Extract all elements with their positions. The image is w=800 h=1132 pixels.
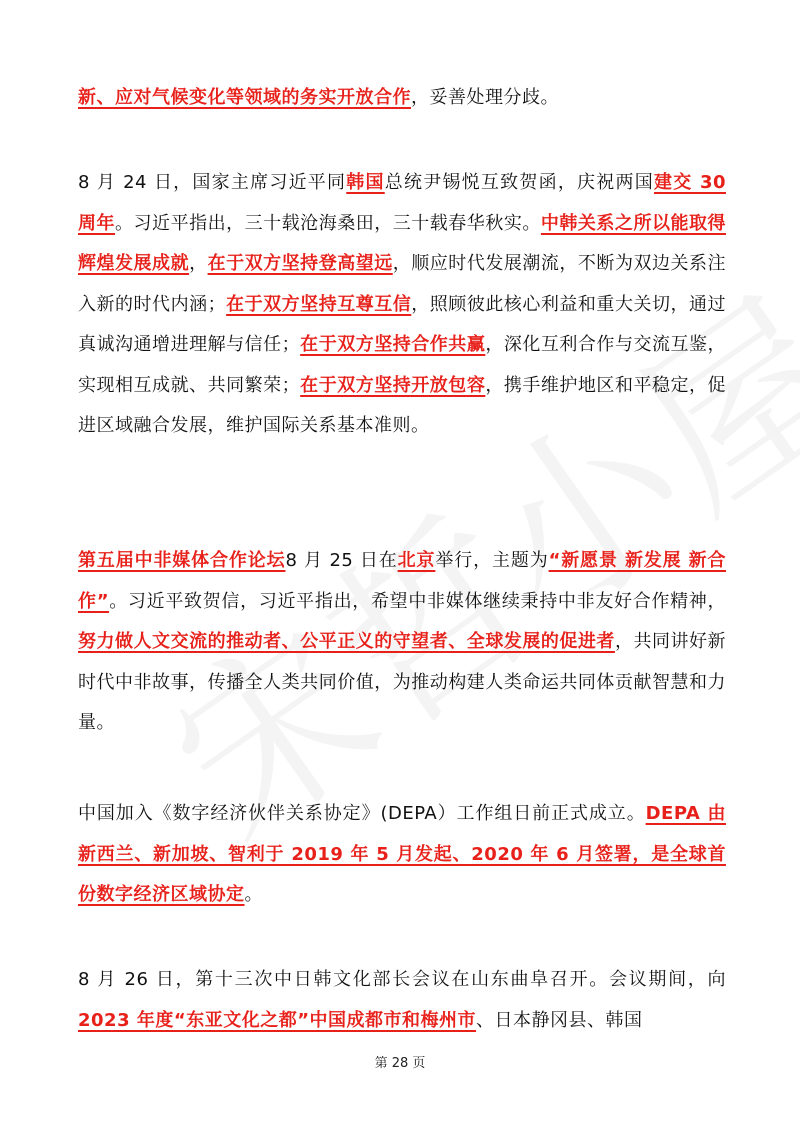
highlighted-text: 北京: [397, 550, 436, 571]
paragraph-3-china-africa-media-forum: [78, 541, 726, 744]
body-text: 。: [244, 884, 263, 905]
body-text: 8 月 26 日，第十三次中日韩文化部长会议在山东曲阜召开。会议期间，向: [78, 969, 726, 990]
body-text: ，妥善处理分歧。: [411, 87, 559, 108]
highlighted-text: 新、应对气候变化等领域的务实开放合作: [78, 87, 411, 108]
highlighted-text: 在于双方坚持登高望远: [207, 253, 393, 274]
body-text: ，: [189, 253, 208, 274]
highlighted-text: 2023 年度“东亚文化之都”中国成都市和梅州市: [78, 1009, 477, 1031]
paragraph-5-culture-ministers: [78, 960, 726, 1041]
body-text: 举行，主题为: [435, 550, 549, 571]
page-number: 第 28 页: [374, 1056, 426, 1071]
highlighted-text: “新愿景 新发展 新合作”: [78, 550, 727, 612]
highlighted-text: 努力做人文交流的推动者、公平正义的守望者、全球发展的促进者: [78, 631, 615, 652]
body-text: ，顺应时代发展潮流，不断为双边关系注入新的时代内涵；: [78, 253, 727, 315]
highlighted-text: 第五届中非媒体合作论坛: [78, 550, 286, 571]
highlighted-text: 建交 30 周年: [78, 172, 726, 234]
highlighted-text: DEPA 由新西兰、新加坡、智利于 2019 年 5 月发起、2020 年 6 月签署，是全球首份数字经济区域协定: [78, 803, 726, 905]
body-text: 中国加入《数字经济伙伴关系协定》(DEPA）工作组日前正式成立。: [78, 803, 646, 824]
highlighted-text: 在于双方坚持开放包容: [300, 374, 486, 396]
body-text: 、日本静冈县、韩国: [476, 1009, 643, 1031]
highlighted-text: 在于双方坚持互尊互信: [226, 293, 412, 315]
paragraph-1: [78, 78, 726, 119]
highlighted-text: 在于双方坚持合作共赢: [300, 334, 486, 355]
body-text: 。习近平致贺信，习近平指出，希望中非媒体继续秉持中非友好合作精神，: [109, 590, 726, 612]
body-text: 8 月 25 日在: [285, 550, 398, 571]
body-text: 。习近平指出，三十载沧海桑田，三十载春华秋实。: [115, 212, 541, 234]
body-text: 总统尹锡悦互致贺函，庆祝两国: [384, 172, 654, 193]
highlighted-text: 中韩关系之所以能取得辉煌发展成就: [78, 212, 727, 274]
highlighted-text: 韩国: [346, 172, 385, 193]
body-text: ，深化互利合作与交流互鉴，实现相互成就、共同繁荣；: [78, 334, 727, 396]
body-text: ，携手维护地区和平稳定，促进区域融合发展，维护国际关系基本准则。: [78, 374, 727, 436]
body-text: ，共同讲好新时代中非故事，传播全人类共同价值，为推动构建人类命运共同体贡献智慧和力量。: [78, 631, 727, 733]
paragraph-2-korea-anniversary: [78, 163, 726, 447]
paragraph-4-depa: [78, 794, 726, 916]
body-text: ，照顾彼此核心利益和重大关切，通过真诚沟通增进理解与信任；: [78, 293, 727, 355]
body-text: 8 月 24 日，国家主席习近平同: [78, 172, 347, 193]
